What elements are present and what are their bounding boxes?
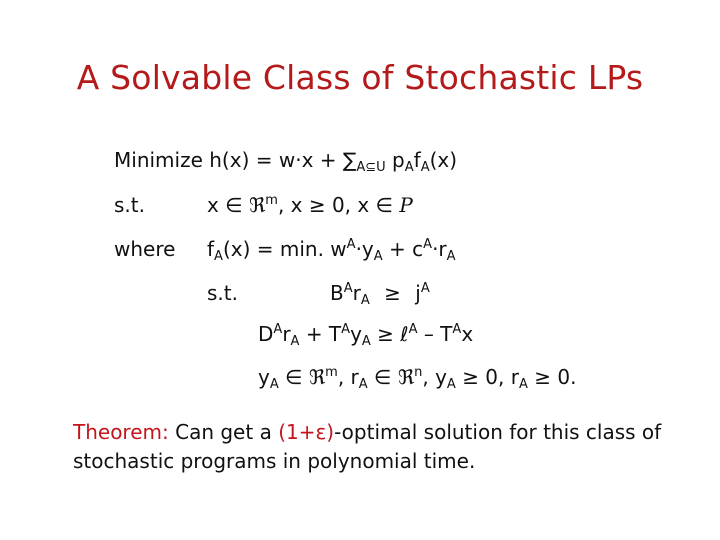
theorem xyxy=(73,418,673,476)
c2-y: y xyxy=(350,322,362,346)
where-definition xyxy=(207,237,456,264)
st1-rhs: , x ≥ 0, x ∈ xyxy=(277,193,394,217)
st2-label: s.t. xyxy=(207,281,238,305)
st2-geq: ≥ xyxy=(384,281,401,305)
where-c-sup: A xyxy=(423,237,433,252)
c3-n-sup: n xyxy=(414,365,423,380)
where-f-sub: A xyxy=(214,249,223,264)
where-dot1: ·y xyxy=(355,237,374,261)
p-subscript: A xyxy=(404,160,414,175)
constraint-3 xyxy=(258,365,577,392)
objective-p: p xyxy=(392,148,405,172)
where-label: where xyxy=(114,237,176,261)
theorem-text2: -optimal solution for this class of stochastic programs in polynomial time. xyxy=(73,420,662,473)
st2-j-sup: A xyxy=(420,281,430,296)
c2-T2-sup: A xyxy=(452,322,462,337)
objective-rest: x + ∑ xyxy=(301,148,357,172)
st2-constraint xyxy=(330,281,430,308)
c3-y2: , y xyxy=(422,365,447,389)
st2-j: j xyxy=(415,281,421,305)
theorem-label: Theorem: xyxy=(73,420,169,444)
c3-m-sup: m xyxy=(325,365,338,380)
objective-dot: · xyxy=(295,148,302,172)
st1-constraint xyxy=(207,193,413,217)
where-plus: + c xyxy=(389,237,424,261)
theorem-eps: (1+ε) xyxy=(278,420,335,444)
c2-geq: ≥ xyxy=(377,322,394,346)
st2-r-sub: A xyxy=(360,293,370,308)
c3-r2-sub: A xyxy=(518,377,528,392)
c2-minus: – T xyxy=(423,322,453,346)
c3-r: , r xyxy=(337,365,359,389)
objective-line xyxy=(114,148,458,175)
c2-D-sup: A xyxy=(273,322,283,337)
st1-lhs: x ∈ ℜ xyxy=(207,193,266,217)
objective-label: Minimize xyxy=(114,148,203,172)
where-f: f xyxy=(207,237,215,261)
sum-subscript: A⊆U xyxy=(356,160,386,175)
c3-in1: ∈ ℜ xyxy=(285,365,326,389)
where-dot2: ·r xyxy=(432,237,447,261)
slide-title: A Solvable Class of Stochastic LPs xyxy=(76,58,644,97)
c3-ge2: ≥ 0. xyxy=(534,365,577,389)
c2-l: ℓ xyxy=(400,322,409,346)
c3-r-sub: A xyxy=(358,377,368,392)
objective-h: h(x) = w xyxy=(209,148,296,172)
c2-D: D xyxy=(258,322,274,346)
c2-r-sub: A xyxy=(290,334,300,349)
c2-y-sub: A xyxy=(361,334,371,349)
c3-y2-sub: A xyxy=(446,377,456,392)
c3-in2: ∈ ℜ xyxy=(374,365,415,389)
c3-y-sub: A xyxy=(269,377,279,392)
c2-plus: + T xyxy=(305,322,342,346)
st2-B-sup: A xyxy=(343,281,353,296)
c2-x: x xyxy=(461,322,474,346)
theorem-text1: Can get a xyxy=(175,420,272,444)
constraint-2 xyxy=(258,322,474,349)
where-eq: (x) = min. w xyxy=(222,237,347,261)
c3-ge1: ≥ 0, r xyxy=(462,365,519,389)
c3-y: y xyxy=(258,365,270,389)
calligraphic-p: P xyxy=(399,193,413,217)
c2-r: r xyxy=(282,322,291,346)
f-subscript: A xyxy=(420,160,430,175)
st1-sup-m: m xyxy=(265,193,278,208)
objective-tail: (x) xyxy=(429,148,458,172)
st2-B: B xyxy=(330,281,344,305)
where-y-sub: A xyxy=(373,249,383,264)
objective-f: f xyxy=(413,148,421,172)
c2-l-sup: A xyxy=(408,322,418,337)
where-r-sub: A xyxy=(446,249,456,264)
st1-label: s.t. xyxy=(114,193,145,217)
c2-T-sup: A xyxy=(341,322,351,337)
st2-r: r xyxy=(352,281,361,305)
where-w-sup: A xyxy=(346,237,356,252)
